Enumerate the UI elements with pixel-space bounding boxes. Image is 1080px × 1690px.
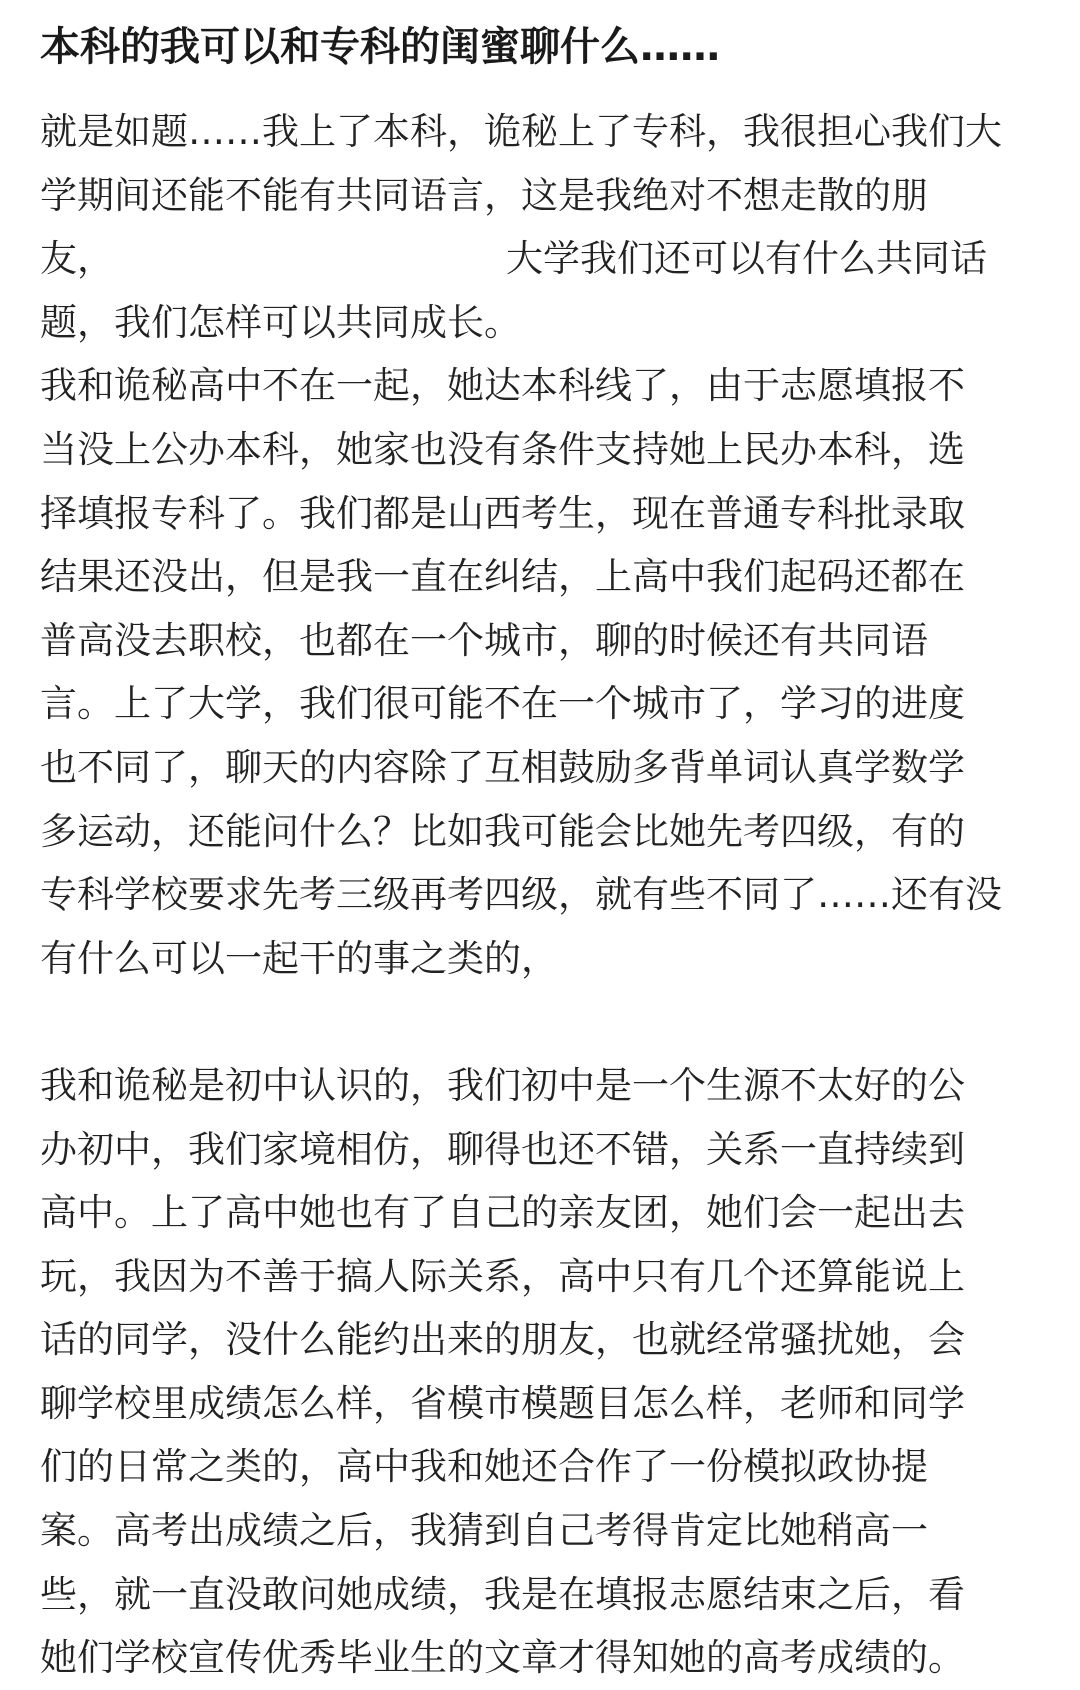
post-body xyxy=(40,100,1040,1690)
body-line: 高中。上了高中她也有了自己的亲友团，她们会一起出去 xyxy=(40,1191,965,1235)
body-line: 就是如题……我上了本科，诡秘上了专科，我很担心我们大 xyxy=(40,110,1002,153)
body-line: 普高没去职校，也都在一个城市，聊的时候还有共同语 xyxy=(40,618,928,662)
body-line: 专科学校要求先考三级再考四级，就有些不同了……还有没 xyxy=(40,873,1002,917)
body-line: 话的同学，没什么能约出来的朋友，也就经常骚扰她，会 xyxy=(40,1318,965,1362)
body-line: 学期间还能不能有共同语言，这是我绝对不想走散的朋 xyxy=(40,173,928,217)
body-line: 我和诡秘高中不在一起，她达本科线了，由于志愿填报不 xyxy=(40,364,965,408)
body-line: 择填报专科了。我们都是山西考生，现在普通专科批录取 xyxy=(40,491,965,535)
body-line: 结果还没出，但是我一直在纠结，上高中我们起码还都在 xyxy=(40,555,965,599)
body-line: 些，就一直没敢问她成绩，我是在填报志愿结束之后，看 xyxy=(40,1572,965,1616)
post-title: 本科的我可以和专科的闺蜜聊什么…… xyxy=(40,24,720,70)
body-line xyxy=(40,227,1040,291)
body-line: 有什么可以一起干的事之类的， xyxy=(40,936,558,980)
body-line: 案。高考出成绩之后，我猜到自己考得肯定比她稍高一 xyxy=(40,1509,928,1553)
body-line: 聊学校里成绩怎么样，省模市模题目怎么样，老师和同学 xyxy=(40,1381,965,1425)
body-line-fragment: 友， xyxy=(40,237,114,281)
body-line: 们的日常之类的，高中我和她还合作了一份模拟政协提 xyxy=(40,1445,928,1489)
body-line: 多运动，还能问什么？比如我可能会比她先考四级，有的 xyxy=(40,809,965,853)
post-content xyxy=(40,0,1040,1690)
body-line: 她们学校宣传优秀毕业生的文章才得知她的高考成绩的。 xyxy=(40,1636,965,1680)
body-line: 言。上了大学，我们很可能不在一个城市了，学习的进度 xyxy=(40,682,965,726)
body-line: 题，我们怎样可以共同成长。 xyxy=(40,300,521,344)
body-line: 也不同了，聊天的内容除了互相鼓励多背单词认真学数学 xyxy=(40,745,965,789)
paragraph-gap xyxy=(40,990,1040,1054)
body-line: 玩，我因为不善于搞人际关系，高中只有几个还算能说上 xyxy=(40,1254,965,1298)
body-line: 我和诡秘是初中认识的，我们初中是一个生源不太好的公 xyxy=(40,1063,965,1107)
body-line-fragment: 大学我们还可以有什么共同话 xyxy=(506,237,987,281)
body-line: 办初中，我们家境相仿，聊得也还不错，关系一直持续到 xyxy=(40,1127,965,1171)
body-line: 当没上公办本科，她家也没有条件支持她上民办本科，选 xyxy=(40,427,965,471)
